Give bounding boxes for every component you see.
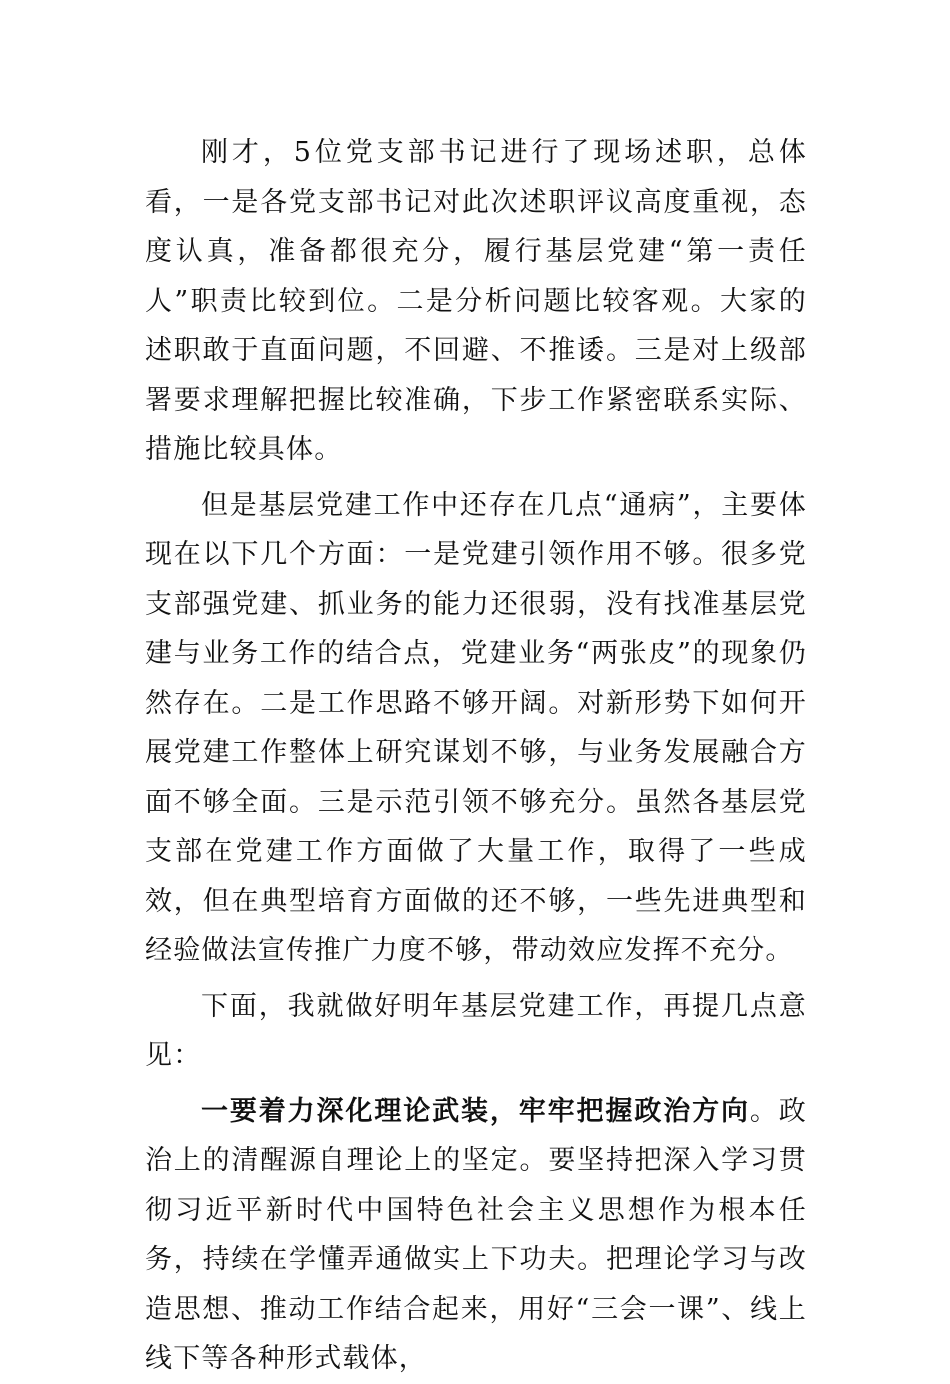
point-one-body: 。政治上的清醒源自理论上的坚定。要坚持把深入学习贯彻习近平新时代中国特色社会主义思想作为根本任务，持续在学懂弄通做实上下功夫。把理论学习与改造思想、推动工作结合起来，用好“三会一课”、线上线下等各种形式载体， bbox=[145, 1095, 807, 1374]
document-body bbox=[145, 128, 807, 1384]
point-one-heading: 一要着力深化理论武装，牢牢把握政治方向 bbox=[201, 1095, 750, 1127]
paragraph-problems: 但是基层党建工作中还存在几点“通病”，主要体现在以下几个方面：一是党建引领作用不够。很多党支部强党建、抓业务的能力还很弱，没有找准基层党建与业务工作的结合点，党建业务“两张皮”的现象仍然存在。二是工作思路不够开阔。对新形势下如何开展党建工作整体上研究谋划不够，与业务发展融合方面不够全面。三是示范引领不够充分。虽然各基层党支部在党建工作方面做了大量工作，取得了一些成效，但在典型培育方面做的还不够，一些先进典型和经验做法宣传推广力度不够，带动效应发挥不充分。 bbox=[145, 489, 807, 966]
paragraph-summary: 刚才，5位党支部书记进行了现场述职，总体看，一是各党支部书记对此次述职评议高度重视，态度认真，准备都很充分，履行基层党建“第一责任人”职责比较到位。二是分析问题比较客观。大家的述职敢于直面问题，不回避、不推诿。三是对上级部署要求理解把握比较准确，下步工作紧密联系实际、措施比较具体。 bbox=[145, 137, 807, 465]
paragraph-intro: 下面，我就做好明年基层党建工作，再提几点意见： bbox=[145, 990, 807, 1071]
paragraph-point-one bbox=[145, 1087, 807, 1384]
